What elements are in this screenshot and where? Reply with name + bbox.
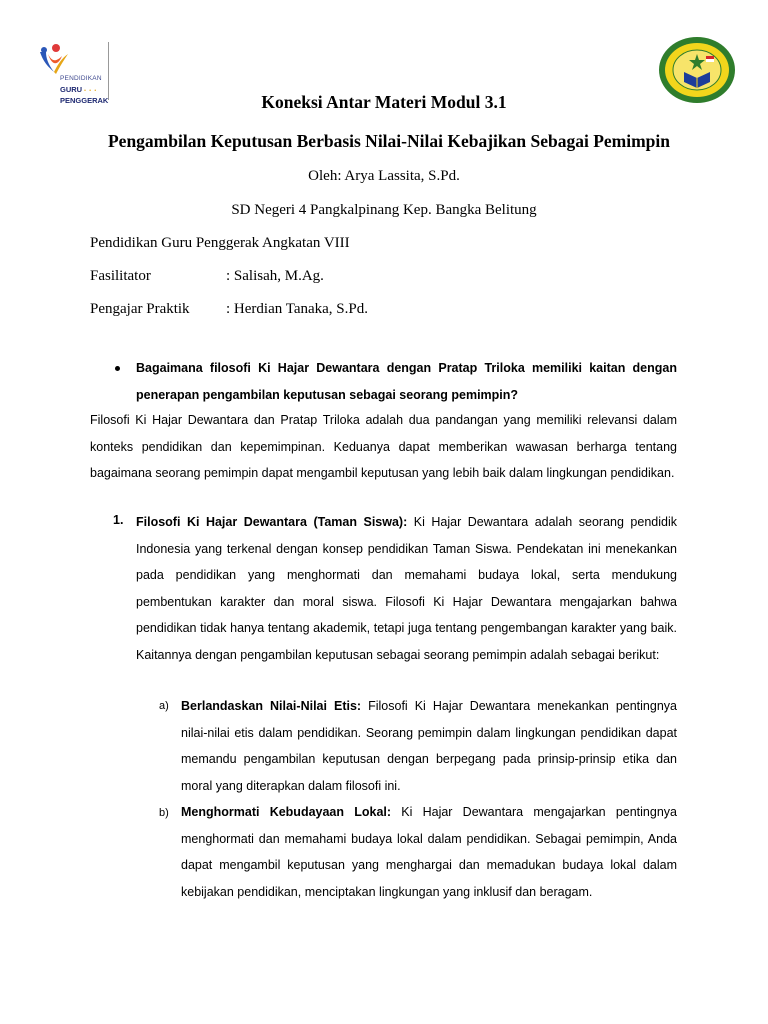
fasilitator-label: Fasilitator: [90, 268, 151, 284]
fasilitator-value: : Salisah, M.Ag.: [226, 268, 324, 284]
logo-line-2: GURU: [60, 85, 83, 94]
page-subtitle: Pengambilan Keputusan Berbasis Nilai-Nilai Kebajikan Sebagai Pemimpin: [107, 131, 671, 151]
page-title: Koneksi Antar Materi Modul 3.1: [261, 92, 507, 112]
subitem-a-paragraph: [181, 693, 677, 799]
logo-line-1: PENDIDIKAN: [60, 75, 102, 82]
guru-penggerak-mark-icon: [36, 42, 72, 78]
subitem-a-text: Filosofi Ki Hajar Dewantara menekankan pentingnya nilai-nilai etis dalam pendidikan. Seorang pemimpin dalam lingkungan pendidikan dapat memandu pengambilan keputusan dengan berpegang pada prinsip-prinsip etika dan moral yang diterapkan dalam filosofi ini.: [181, 699, 677, 793]
subitem-a-label: a): [159, 700, 169, 712]
item-1-paragraph: [136, 509, 677, 669]
subitem-b-label: b): [159, 807, 169, 819]
pengajar-praktik-value: : Herdian Tanaka, S.Pd.: [226, 301, 368, 317]
author-line: Oleh: Arya Lassita, S.Pd.: [308, 168, 460, 184]
logo-dots: • • •: [84, 88, 98, 94]
subitem-a-heading: Berlandaskan Nilai-Nilai Etis:: [181, 699, 362, 713]
bullet-icon: [115, 366, 120, 371]
intro-paragraph: Filosofi Ki Hajar Dewantara dan Pratap Triloka adalah dua pandangan yang memiliki relevansi dalam konteks pendidikan dan kepemimpinan. Keduanya dapat memberikan wawasan berharga tentang bagaimana seorang pemimpin dapat mengambil keputusan yang lebih baik dalam lingkungan pendidikan.: [90, 413, 677, 481]
item-1-text: Ki Hajar Dewantara adalah seorang pendidik Indonesia yang terkenal dengan konsep pendidikan Taman Siswa. Pendekatan ini menekankan pada pendidikan yang menghormati dan memahami budaya lokal, serta mendukung pembentukan karakter dan moral siswa. Filosofi Ki Hajar Dewantara mengajarkan bahwa pendidikan tidak hanya tentang akademik, tetapi juga tentang pengembangan karakter yang baik. Kaitannya dengan pengambilan keputusan sebagai seorang pemimpin adalah sebagai berikut:: [136, 515, 677, 662]
subitem-b-paragraph: [181, 799, 677, 905]
pengajar-praktik-label: Pengajar Praktik: [90, 301, 190, 317]
item-1-number: 1.: [113, 513, 124, 527]
subitem-b-heading: Menghormati Kebudayaan Lokal:: [181, 805, 392, 819]
logo-line-3: PENGGERAK: [60, 96, 109, 105]
school-line: SD Negeri 4 Pangkalpinang Kep. Bangka Belitung: [231, 202, 537, 218]
item-1-heading: Filosofi Ki Hajar Dewantara (Taman Siswa):: [136, 515, 408, 529]
question-text: Bagaimana filosofi Ki Hajar Dewantara dengan Pratap Triloka memiliki kaitan dengan penerapan pengambilan keputusan sebagai seorang pemimpin?: [136, 361, 677, 402]
program-line: Pendidikan Guru Penggerak Angkatan VIII: [90, 235, 350, 251]
subitem-b-text: Ki Hajar Dewantara mengajarkan pentingnya menghormati dan memahami budaya lokal dalam pendidikan. Sebagai pemimpin, Anda dapat mengambil keputusan yang menghargai dan memadukan budaya lokal dalam kebijakan pendidikan, menciptakan lingkungan yang inklusif dan beragam.: [181, 805, 677, 899]
